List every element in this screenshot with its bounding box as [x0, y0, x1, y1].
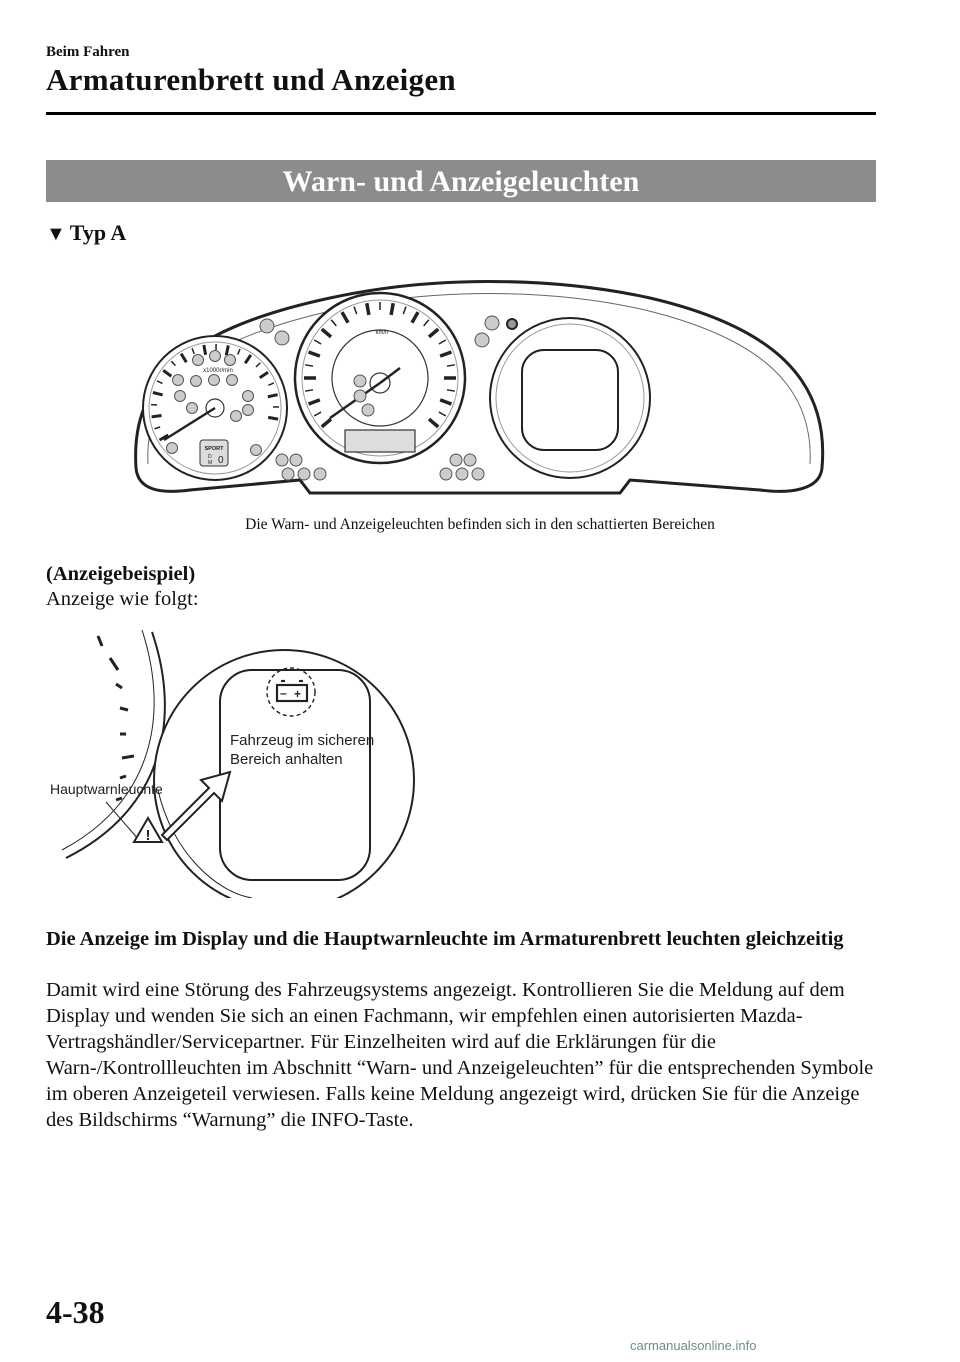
header-rule	[46, 112, 876, 115]
gauge-tick	[268, 417, 278, 419]
type-heading	[46, 220, 126, 246]
gauge-tick	[268, 395, 278, 397]
info-display-screen	[522, 350, 618, 450]
speed-unit: km/h	[375, 330, 389, 336]
warning-display-illustration	[44, 630, 464, 898]
gauge-tick	[391, 303, 393, 315]
cluster-caption: Die Warn- und Anzeigeleuchten befinden sich in den schattierten Bereichen	[245, 516, 715, 533]
paragraph-body: Damit wird eine Störung des Fahrzeugsystems angezeigt. Kontrollieren Sie die Meldung auf dem Display und wenden Sie sich an einen Fachmann, wir empfehlen einen autorisierten Mazda-Vertragshändler/Servicepartner. Für Einzelheiten wird auf die Erklärungen für die Warn-/Kontrollleuchten im Abschnitt “Warn- und Anzeigeleuchten” für die entsprechenden Symbole im oberen Anzeigeteil verwiesen. Falls keine Meldung angezeigt wird, drücken Sie für die Anzeige des Bildschirms “Warnung” die INFO-Taste.	[46, 979, 874, 1131]
cluster-artwork	[130, 268, 830, 503]
paragraph-heading: Die Anzeige im Display und die Hauptwarnleuchte im Armaturenbrett leuchten gleichzeitig	[46, 928, 844, 950]
svg-text:–: –	[280, 686, 287, 700]
gauge-tick	[367, 303, 369, 315]
gear-letter-m: M	[208, 460, 213, 466]
type-label: Typ A	[69, 220, 127, 245]
message-line-2: Bereich anhalten	[230, 751, 343, 768]
example-line: Anzeige wie folgt:	[46, 588, 199, 610]
callout-label: Hauptwarnleuchte	[50, 781, 163, 797]
triangle-marker-icon: ▼	[46, 223, 66, 245]
svg-text:+: +	[294, 687, 302, 701]
message-line-1: Fahrzeug im sicheren	[230, 732, 375, 749]
example-heading: (Anzeigebeispiel)	[46, 563, 196, 585]
gauge-tick	[152, 416, 162, 417]
chapter-title: Armaturenbrett und Anzeigen	[46, 62, 456, 97]
gauge-tick	[204, 345, 206, 355]
watermark: carmanualsonline.info	[630, 1338, 757, 1353]
tach-unit: x1000r/min	[203, 368, 233, 374]
gear-digit: 0	[218, 455, 224, 466]
sport-indicator	[200, 440, 228, 466]
sport-label: SPORT	[204, 446, 224, 452]
gear-letter-d: D	[208, 454, 212, 460]
reset-knob	[507, 319, 517, 329]
section-title: Beim Fahren	[46, 44, 130, 60]
section-banner: Warn- und Anzeigeleuchten	[46, 160, 876, 202]
svg-text:!: !	[145, 827, 151, 844]
gauge-tick	[226, 345, 228, 355]
page-number: 4-38	[46, 1294, 105, 1330]
speedometer-arc-ticks	[98, 636, 134, 800]
speed-display	[345, 430, 415, 452]
